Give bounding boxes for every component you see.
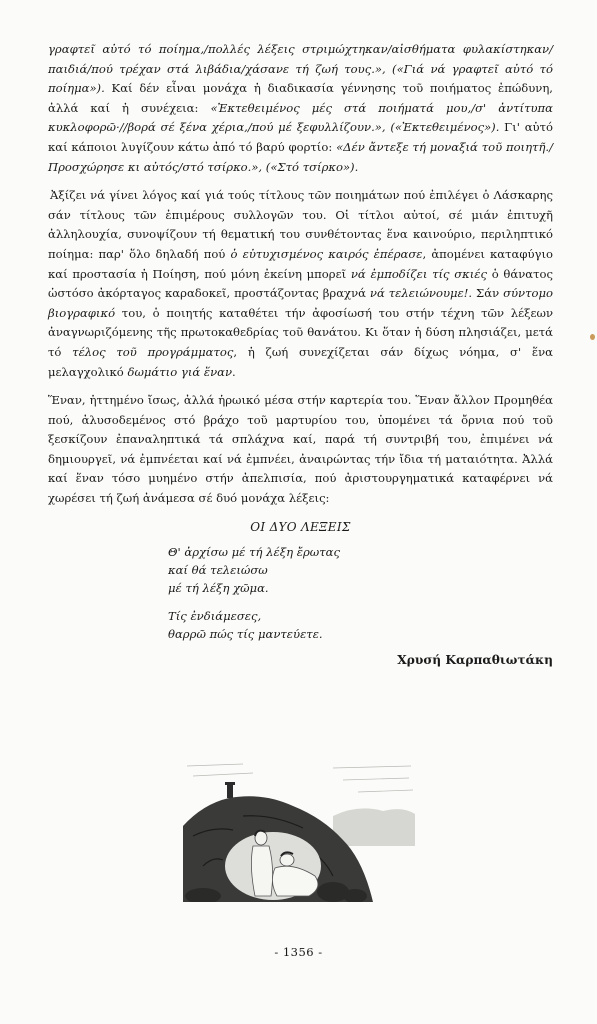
poem-stanza-1: [168, 543, 553, 597]
paragraph-2: Ἀξίζει νά γίνει λόγος καί γιά τούς τίτλους τῶν ποιημάτων πού ἐπιλέγει ὁ Λάσκαρης σάν τίτλους τῶν ἐπιμέρους συλλογῶν του. Οἱ τίτλοι αὐτοί, σέ μιάν ἐπιτυχῆ ἀλληλουχία, συνοψίζουν τή θεματική του συνθέτοντας ἕνα καινούριο, περιληπτικό ποίημα: παρ' ὅλο δηλαδή πού ὁ εὐτυχισμένος καιρός ἐπέρασε, ἀπομένει καταφύγιο καί προστασία ἡ Ποίηση, πού μόνη ἐκείνη μπορεῖ νά ἐμποδίζει τίς σκιές ὁ θάνατος ὡστόσο ἀκόρταγος καραδοκεῖ, προστάζοντας βραχνά νά τελειώνουμε!. Σάν σύντομο βιογραφικό του, ὁ ποιητής καταθέτει τήν ἀφοσίωσή του στήν τέχνη τῶν λέξεων ἀναγνωριζόμενης τῆς πρωτοκαθεδρίας τοῦ θανάτου. Κι ὅταν ἡ δύση πλησιάζει, μετά τό τέλος τοῦ προγράμματος, ἡ ζωή συνεχίζεται σάν δίχως νόημα, σ' ἕνα μελαγχολικό δωμάτιο γιά ἕναν.: [48, 188, 554, 379]
author-signature: Χρυσή Καρπαθιωτάκη: [397, 653, 553, 668]
poem: [168, 543, 553, 643]
poem-line: Θ' ἀρχίσω μέ τή λέξη ἔρωτας: [168, 545, 340, 560]
quote: γραφτεῖ αὐτό τό ποίημα,/πολλές λέξεις στριμώχτηκαν/αἰσθήματα φυλακίστηκαν/παιδιά/πού τρέχαν στά λιβάδια/χάσανε τή ζωή τους.», («Γιά νά γραφτεῖ αὐτό τό ποίημα»).: [48, 42, 553, 96]
poem-stanza-2: [168, 607, 553, 643]
poem-title: ΟΙ ΔΥΟ ΛΕΞΕΙΣ: [250, 519, 351, 534]
article-body: [48, 40, 553, 671]
sky-hatching: [187, 764, 413, 792]
paragraph-1: γραφτεῖ αὐτό τό ποίημα,/πολλές λέξεις στριμώχτηκαν/αἰσθήματα φυλακίστηκαν/παιδιά/πού τρέχαν στά λιβάδια/χάσανε τή ζωή τους.», («Γιά νά γραφτεῖ αὐτό τό ποίημα»). Καί δέν εἶναι μονάχα ἡ διαδικασία γέννησης τοῦ ποιήματος ἐπώδυνη, ἀλλά καί ἡ συνέχεια: «Ἐκτεθειμένος μές στά ποιήματά μου,/σ' ἀντίτυπα κυκλοφορῶ·//βορά σέ ξένα χέρια,/πού μέ ξεφυλλίζουν.», («Ἐκτεθειμένος»). Γι' αὐτό καί κάποιοι λυγίζουν κάτω ἀπό τό βαρύ φορτίο: «Δέν ἄντεξε τή μοναξιά τοῦ ποιητῆ./Προσχώρησε κι αὐτός/στό τσίρκο.», («Στό τσίρκο»).: [48, 42, 554, 174]
poem-line: καί θά τελειώσω: [168, 563, 268, 578]
page-number: - 1356 -: [274, 945, 323, 959]
ink-illustration: [183, 756, 415, 902]
distant-hill: [333, 808, 415, 846]
paragraph-3: Ἕναν, ἡττημένο ἴσως, ἀλλά ἡρωικό μέσα στήν καρτερία του. Ἕναν ἄλλον Προμηθέα πού, ἁλυσοδεμένος στό βράχο τοῦ μαρτυρίου του, ὑπομένει τά ὄρνια πού τοῦ ξεσκίζουν ἐπαναληπτικά τά σπλάχνα καί, παρά τή συντριβή του, ἐπιμένει νά δημιουργεῖ, νά ἐμπνέεται καί νά ἐμπνέει, ἀναιρώντας τήν ἴδια τή ματαιότητα. Ἀλλά καί ἕναν τόσο μυημένο στήν ἀπελπισία, πού ἀριστουργηματικά καταφέρνει νά χωρέσει τή ζωή ἀνάμεσα σέ δυό μονάχα λέξεις:: [48, 393, 553, 506]
paper-stain: [590, 334, 595, 340]
poem-line: Τίς ἐνδιάμεσες,: [168, 609, 262, 624]
poem-line: μέ τή λέξη χῶμα.: [168, 581, 269, 596]
quote: «Δέν ἄντεξε τή μοναξιά τοῦ ποιητῆ./Προσχώρησε κι αὐτός/στό τσίρκο.», («Στό τσίρκο»).: [48, 139, 553, 174]
hilltop-ruin: [225, 782, 235, 798]
poem-line: θαρρῶ πώς τίς μαντεύετε.: [168, 627, 323, 642]
quote: «Ἐκτεθειμένος μές στά ποιήματά μου,/σ' ἀντίτυπα κυκλοφορῶ·//βορά σέ ξένα χέρια,/πού μέ ξεφυλλίζουν.», («Ἐκτεθειμένος»).: [48, 100, 554, 135]
